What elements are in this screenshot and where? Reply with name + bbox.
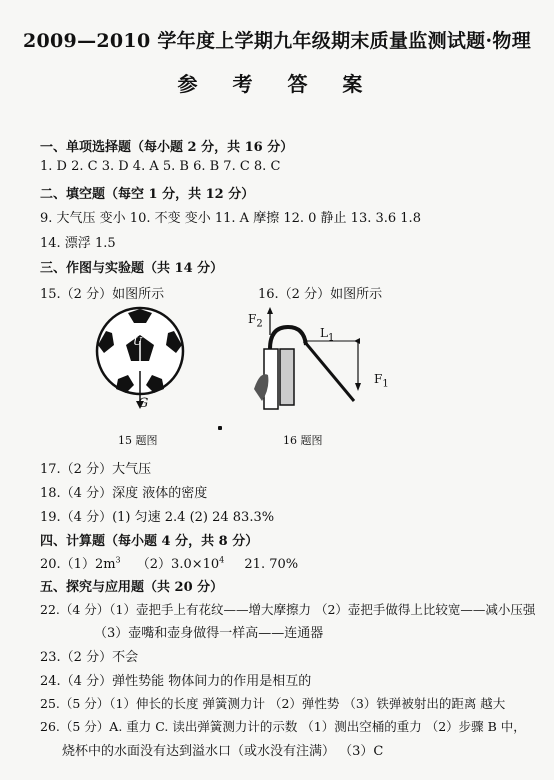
answer-20-part1: 20.（1）2m <box>40 557 116 572</box>
answer-line-26: 26.（5 分）A. 重力 C. 读出弹簧测力计的示数 （1）测出空桶的重力 （2）步骤 B 中， <box>40 719 526 734</box>
section-4-heading: 四、计算题（每小题 4 分，共 8 分） <box>40 534 259 549</box>
answer-line-24: 24.（4 分）弹性势能 物体间力的作用是相互的 <box>40 674 312 689</box>
answer-line-17: 17.（2 分）大气压 <box>40 462 152 477</box>
answer-line-18: 18.（4 分）深度 液体的密度 <box>40 486 208 501</box>
answer-line-25: 25.（5 分）（1）伸长的长度 弹簧测力计 （2）弹性势 （3）铁弹被射出的距离 越大 <box>40 696 506 711</box>
label-l1: $L_1$ <box>320 326 335 344</box>
section-1-heading: 一、单项选择题（每小题 2 分，共 16 分） <box>40 140 294 155</box>
answer-line-22-cont: （3）壶嘴和壶身做得一样高——连通器 <box>94 626 324 641</box>
section-3-heading: 三、作图与实验题（共 14 分） <box>40 261 224 276</box>
section-2-heading: 二、填空题（每空 1 分，共 12 分） <box>40 187 255 202</box>
answer-line-20: $20.(1)2m^3$ $(2)3.0\times 10^4$ 21. 70% <box>40 555 299 572</box>
answer-line-14: 14. 漂浮 1.5 <box>40 236 116 251</box>
page-subtitle: 参 考 答 案 <box>177 72 377 96</box>
answer-line-16: 16.（2 分）如图所示 <box>258 287 383 302</box>
label-f2: $F_2$ <box>248 312 263 330</box>
scan-dot <box>218 426 222 430</box>
answer-line-1: 1. D 2. C 3. D 4. A 5. B 6. B 7. C 8. C <box>40 159 281 174</box>
answer-line-23: 23.（2 分）不会 <box>40 650 139 665</box>
label-u: U <box>133 335 143 348</box>
figure-16-caption: 16 题图 <box>283 434 323 447</box>
answer-line-9: 9. 大气压 变小 10. 不变 变小 11. A 摩擦 12. 0 静止 13. 3.6 1.8 <box>40 211 421 226</box>
page-title: 2009—2010 学年度上学期九年级期末质量监测试题·物理 <box>23 30 531 52</box>
label-gravity: G <box>138 396 149 411</box>
answer-line-22: 22.（4 分）（1）壶把手上有花纹——增大摩擦力 （2）壶把手做得上比较宽——减小压强 <box>40 602 536 617</box>
answer-line-26-cont: 烧杯中的水面没有达到溢水口（或水没有注满） （3）C <box>62 744 384 759</box>
answer-20-part2: （2）3.0×10 <box>136 557 220 572</box>
answer-line-15: 15.（2 分）如图所示 <box>40 287 165 302</box>
answer-line-19: 19.（4 分）(1) 匀速 2.4 (2) 24 83.3% <box>40 510 275 525</box>
figure-15-caption: 15 题图 <box>118 434 158 447</box>
section-5-heading: 五、探究与应用题（共 20 分） <box>40 580 224 595</box>
answer-21: 21. 70% <box>244 557 299 572</box>
label-f1: $F_1$ <box>374 372 389 390</box>
